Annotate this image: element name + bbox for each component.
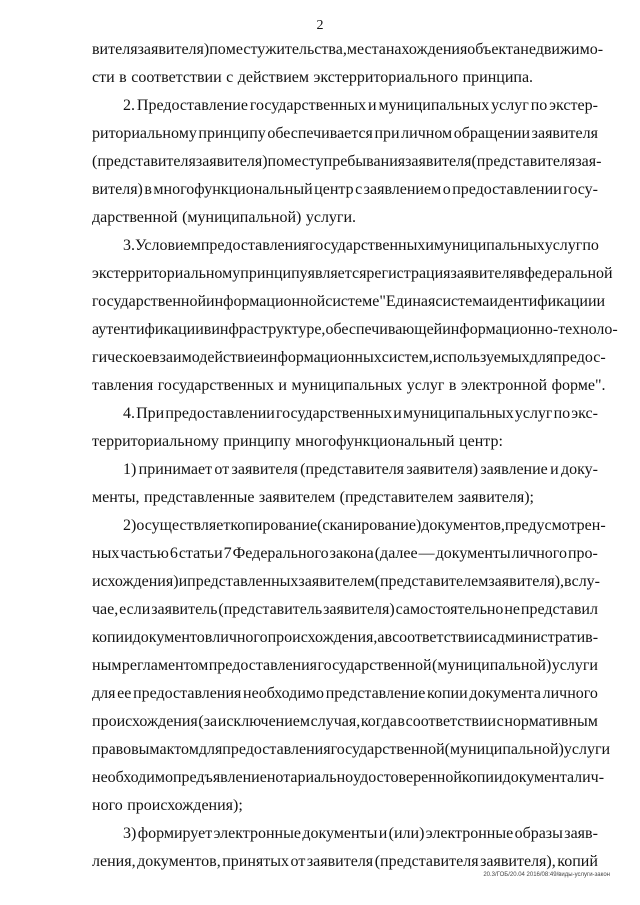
word: государственной	[92, 293, 207, 310]
word: документов,	[421, 517, 505, 534]
word: от	[290, 853, 306, 870]
word: государственных	[157, 377, 274, 394]
word: ным	[92, 657, 122, 674]
word: 7	[223, 545, 232, 562]
word: 2.	[123, 97, 135, 114]
word: "Единая	[379, 293, 436, 310]
word: документа	[502, 769, 575, 786]
word: электронной	[460, 377, 548, 394]
word: документа	[469, 685, 541, 702]
word: (представителем	[374, 573, 489, 590]
word: и	[596, 293, 606, 310]
word: 3)	[123, 825, 137, 842]
word: места	[346, 41, 386, 58]
word: в	[144, 181, 152, 198]
text-line	[92, 792, 598, 820]
word: заявителя)	[323, 601, 395, 618]
text-line	[92, 36, 604, 64]
text-line	[92, 372, 606, 400]
word: 2)	[123, 517, 137, 534]
word: личного	[212, 629, 268, 646]
text-line	[92, 64, 598, 92]
word: (представителя	[300, 461, 405, 478]
word: сти	[92, 69, 115, 86]
word: (далее	[374, 545, 418, 562]
text-line	[92, 344, 606, 372]
footer-document-code: 20.3/ГОБ/20.04 2016/08:49/виды-услуги-закон	[483, 872, 610, 878]
word: услуг	[491, 97, 529, 114]
word: При	[136, 405, 165, 422]
word: соответствии	[405, 713, 496, 730]
word: обеспечивается	[267, 125, 373, 142]
text-line	[92, 708, 598, 736]
word: про-	[567, 545, 598, 562]
word: необходимо	[92, 769, 173, 786]
word: предусмотрен-	[504, 517, 606, 534]
word: по	[209, 41, 226, 58]
word: регламентом	[121, 657, 209, 674]
paragraph-1	[92, 36, 604, 92]
word: частью	[120, 545, 169, 562]
text-line	[92, 176, 598, 204]
word: а	[377, 629, 385, 646]
word: госу-	[563, 181, 598, 198]
word: регистрация	[366, 265, 451, 282]
word: предоставления	[222, 741, 331, 758]
document-body	[92, 36, 618, 876]
word: экс-	[571, 405, 598, 422]
word: документов,	[137, 853, 221, 870]
word: по	[530, 97, 548, 114]
word: заявителем	[258, 489, 336, 506]
word: происхождения);	[127, 797, 243, 814]
word: формирует	[137, 825, 213, 842]
word: правовым	[92, 741, 160, 758]
word: заявителя)	[195, 153, 268, 170]
word: исхождения)	[92, 573, 179, 590]
word: многофункциональный	[295, 433, 455, 450]
word: предоставления	[200, 237, 310, 254]
word: принципу	[223, 433, 291, 450]
word: и	[278, 377, 287, 394]
word: и	[367, 97, 377, 114]
page-number: 2	[316, 18, 324, 33]
word: принимает	[138, 461, 213, 478]
word: заявителя	[306, 853, 374, 870]
word: представленных	[187, 573, 299, 590]
word: принятых	[222, 853, 290, 870]
word: заявитель	[151, 601, 218, 618]
word: услуги	[551, 657, 598, 674]
word: по	[582, 237, 599, 254]
word: (за	[198, 713, 218, 730]
word: заявление	[480, 461, 548, 478]
word: представление	[325, 685, 426, 702]
word: в	[397, 713, 405, 730]
word: экстерриториальному	[92, 265, 241, 282]
word: жительства,	[265, 41, 347, 58]
word: заявителя	[531, 125, 598, 142]
word: государственной	[317, 657, 432, 674]
word: предос-	[553, 349, 606, 366]
word: является	[307, 265, 367, 282]
word: (сканирование)	[317, 517, 422, 534]
word: зая-	[575, 153, 602, 170]
text-line	[92, 484, 598, 512]
word: система	[435, 293, 490, 310]
word: заявителем	[298, 573, 375, 590]
word: необходимо	[243, 685, 324, 702]
word: заявлением	[363, 181, 442, 198]
word: информационно-техноло-	[442, 321, 618, 338]
word: пребывания	[323, 153, 406, 170]
word: ного	[92, 797, 123, 814]
word: соответствии	[392, 629, 483, 646]
word: если	[119, 601, 151, 618]
paragraph-3	[92, 232, 618, 400]
word: происхождения,	[267, 629, 378, 646]
word: личного	[511, 545, 567, 562]
word: информационных	[260, 349, 382, 366]
word: от	[214, 461, 230, 478]
word: экстерриториального	[313, 69, 459, 86]
word: с	[496, 713, 504, 730]
word: чае,	[92, 601, 119, 618]
word: и	[550, 461, 559, 478]
word: копирование	[230, 517, 318, 534]
word: и	[393, 405, 402, 422]
word: услуги	[563, 741, 611, 758]
word: с	[355, 181, 363, 198]
word: представил	[520, 601, 598, 618]
word: муниципальных	[433, 237, 545, 254]
word: 4.	[123, 405, 135, 422]
word: аутентификации	[92, 321, 204, 338]
text-line	[92, 736, 611, 764]
paragraph-4-item-1	[92, 456, 598, 512]
word: муниципальных	[291, 377, 403, 394]
word: предъявление	[172, 769, 267, 786]
word: информационной	[206, 293, 326, 310]
word: о	[442, 181, 451, 198]
text-line	[92, 764, 605, 792]
word: (муниципальной)	[182, 209, 302, 226]
word: риториальному	[92, 125, 197, 142]
word: случая,	[310, 713, 361, 730]
word: муниципальных	[402, 405, 514, 422]
text-line	[92, 148, 602, 176]
word: статьи	[178, 545, 223, 562]
word: дарственной	[92, 209, 178, 226]
text-line	[92, 316, 618, 344]
text-line	[92, 596, 598, 624]
word: нотариально	[266, 769, 354, 786]
word: территориальному	[92, 433, 219, 450]
word: административ-	[489, 629, 599, 646]
text-line	[92, 820, 598, 848]
word: (представитель	[218, 601, 323, 618]
word: исключением	[217, 713, 311, 730]
word: доку-	[560, 461, 598, 478]
word: систем,	[381, 349, 433, 366]
text-line	[92, 624, 598, 652]
word: самостоятельно	[395, 601, 504, 618]
word: образы	[514, 825, 563, 842]
text-line	[92, 680, 598, 708]
word: с	[226, 69, 234, 86]
word: в	[203, 321, 212, 338]
word: государственных	[249, 97, 367, 114]
word: системе	[325, 293, 380, 310]
word: слу-	[571, 573, 601, 590]
word: форме".	[551, 377, 606, 394]
word: взаимодействие	[152, 349, 261, 366]
word: (представителя	[471, 153, 576, 170]
word: тавления	[92, 377, 154, 394]
text-line	[92, 456, 598, 484]
word: закона	[329, 545, 374, 562]
word: вителя	[92, 41, 138, 58]
word: заяв-	[564, 825, 598, 842]
word: в	[119, 69, 127, 86]
text-line	[92, 204, 598, 232]
text-line	[92, 232, 598, 260]
word: предоставлении	[452, 181, 562, 198]
text-line	[92, 428, 598, 456]
word: копий	[557, 853, 598, 870]
word: недвижимо-	[520, 41, 604, 58]
word: электронные	[213, 825, 301, 842]
word: электронные	[425, 825, 514, 842]
word: действием	[237, 69, 309, 86]
word: заявителя	[231, 461, 298, 478]
text-line	[92, 400, 598, 428]
word: месту	[284, 153, 324, 170]
word: личного	[542, 685, 598, 702]
word: услуг	[514, 405, 553, 422]
word: (представителем	[339, 489, 454, 506]
word: принципу	[240, 265, 308, 282]
text-line	[92, 568, 601, 596]
paragraph-2	[92, 92, 602, 232]
word: центр	[314, 181, 354, 198]
word: месту	[225, 41, 266, 58]
word: Предоставление	[136, 97, 248, 114]
word: удостоверенной	[353, 769, 462, 786]
word: и	[425, 237, 434, 254]
word: лич-	[574, 769, 605, 786]
word: инфраструктуре,	[211, 321, 326, 338]
text-line	[92, 512, 606, 540]
word: документы	[435, 545, 511, 562]
word: используемых	[432, 349, 530, 366]
word: заявителя	[405, 153, 472, 170]
word: федеральной	[524, 265, 613, 282]
word: в	[564, 573, 572, 590]
word: идентификации	[489, 293, 597, 310]
word: многофункциональный	[153, 181, 313, 198]
word: предоставлении	[165, 405, 275, 422]
word: ных	[92, 545, 120, 562]
word: услуги.	[305, 209, 357, 226]
word: обращении	[453, 125, 531, 142]
word: (представителя	[92, 153, 196, 170]
word: (муниципальной)	[444, 741, 564, 758]
word: менты,	[92, 489, 140, 506]
word: копии	[427, 685, 468, 702]
word: происхождения	[92, 713, 198, 730]
word: экстер-	[549, 97, 598, 114]
word: для	[529, 349, 554, 366]
word: государственной	[330, 741, 445, 758]
text-line	[92, 260, 613, 288]
word: соответствии	[131, 69, 222, 86]
text-line	[92, 540, 598, 568]
word: государственных	[309, 237, 426, 254]
paragraph-4	[92, 400, 598, 456]
word: документов	[132, 629, 213, 646]
word: заявителя),	[480, 853, 556, 870]
word: заявителя)	[406, 461, 479, 478]
word: предоставления	[133, 685, 242, 702]
word: актом	[159, 741, 199, 758]
word: предоставления	[208, 657, 318, 674]
word: в	[448, 377, 457, 394]
word: и	[178, 573, 188, 590]
word: услуг	[544, 237, 583, 254]
word: обеспечивающей	[325, 321, 443, 338]
word: копии	[461, 769, 503, 786]
word: для	[92, 685, 116, 702]
word: когда	[360, 713, 397, 730]
word: (представителя	[374, 853, 479, 870]
word: копии	[92, 629, 133, 646]
word: ее	[117, 685, 132, 702]
word: и	[378, 825, 388, 842]
word: принципа.	[462, 69, 534, 86]
word: в	[516, 265, 525, 282]
word: заявителя),	[488, 573, 565, 590]
word: нормативным	[504, 713, 598, 730]
word: муниципальных	[378, 97, 490, 114]
word: Федерального	[232, 545, 329, 562]
word: Условием	[135, 237, 201, 254]
word: объекта	[467, 41, 521, 58]
word: 6	[169, 545, 178, 562]
text-line	[92, 288, 606, 316]
word: осуществляет	[136, 517, 231, 534]
text-line	[92, 92, 598, 120]
word: 1)	[123, 461, 137, 478]
word: заявителя)	[137, 41, 210, 58]
word: (или)	[388, 825, 425, 842]
word: документы	[302, 825, 378, 842]
word: принципу	[198, 125, 266, 142]
text-line	[92, 652, 598, 680]
word: центр:	[459, 433, 503, 450]
word: (муниципальной)	[432, 657, 552, 674]
word: для	[198, 741, 223, 758]
word: заявителя);	[457, 489, 534, 506]
paragraph-4-item-3	[92, 820, 598, 876]
word: представленные	[144, 489, 255, 506]
paragraph-4-item-2	[92, 512, 611, 820]
word: —	[418, 545, 435, 562]
word: по	[267, 153, 285, 170]
word: государственных	[275, 405, 393, 422]
word: заявителя	[450, 265, 517, 282]
word: при	[374, 125, 400, 142]
text-line	[92, 120, 598, 148]
word: по	[553, 405, 571, 422]
word: личном	[401, 125, 453, 142]
word: ления,	[92, 853, 136, 870]
word: с	[482, 629, 490, 646]
word: нахождения	[385, 41, 468, 58]
word: услуг	[406, 377, 445, 394]
word: гическое	[92, 349, 153, 366]
word: не	[504, 601, 520, 618]
word: в	[384, 629, 393, 646]
word: 3.	[123, 237, 135, 254]
word: вителя)	[92, 181, 143, 198]
